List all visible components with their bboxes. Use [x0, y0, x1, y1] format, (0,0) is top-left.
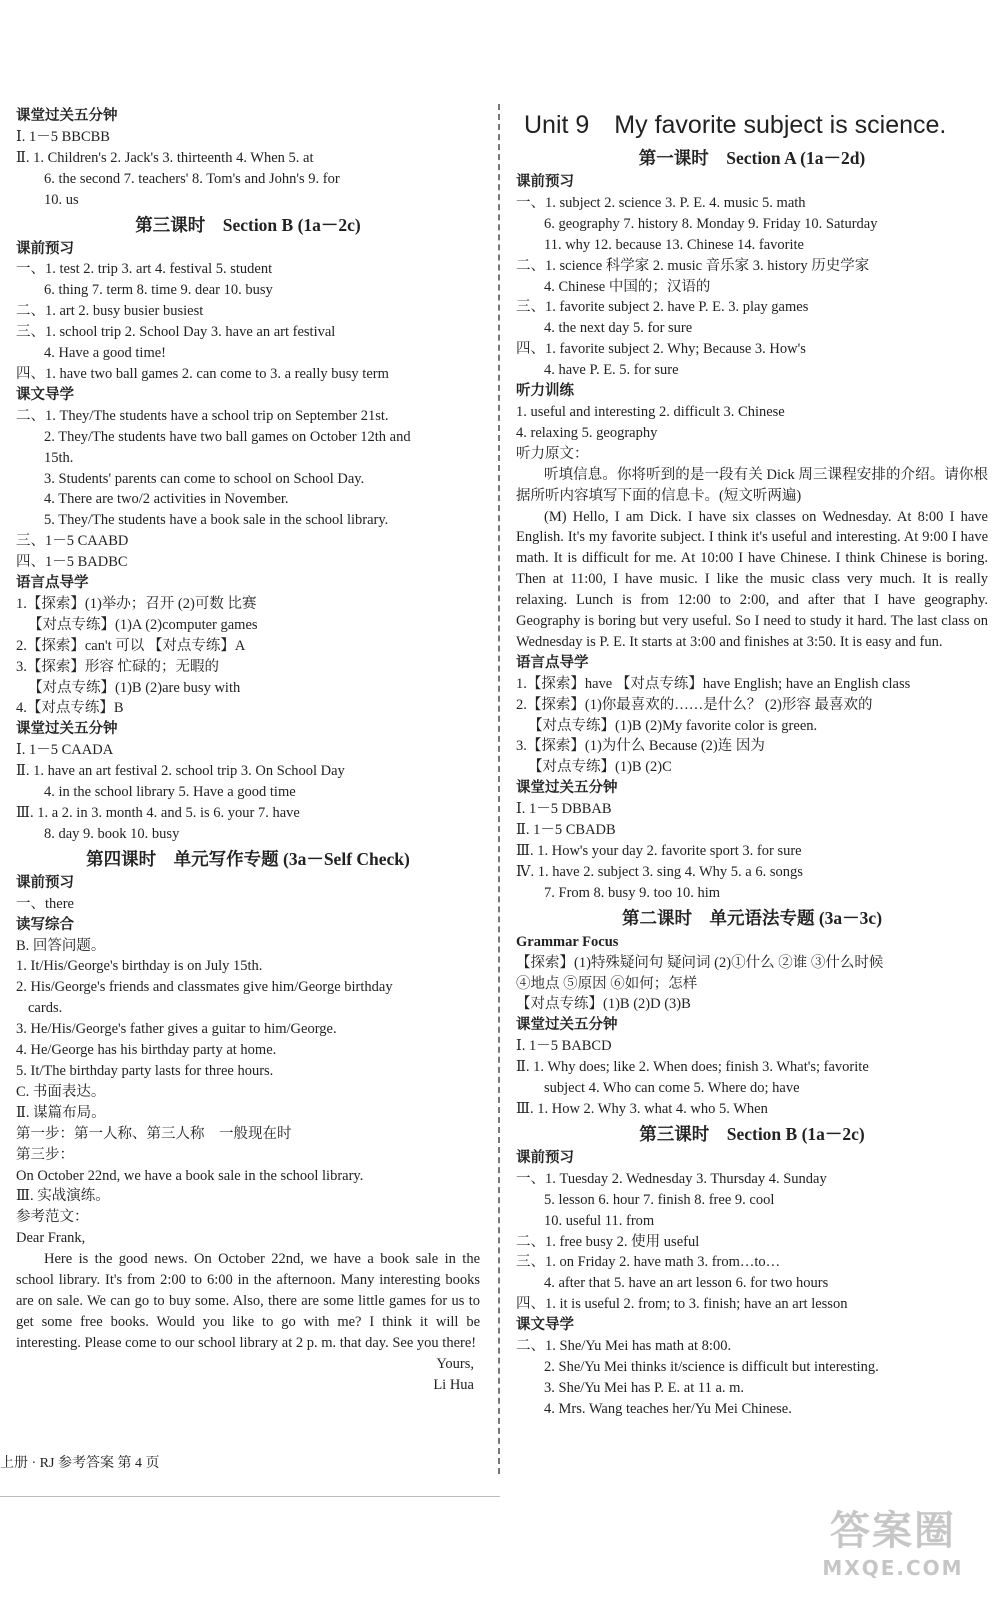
answer-line: Ⅱ. 1－5 CBADB [516, 822, 616, 839]
answer-line: 4. have P. E. 5. for sure [544, 362, 679, 379]
answer-line: 2. His/George's friends and classmates give him/George birthday [16, 979, 393, 996]
section-title: 第三课时 Section B (1a－2c) [639, 1123, 865, 1144]
watermark [818, 1506, 968, 1588]
answer-line: 二、1. She/Yu Mei has math at 8:00. [516, 1338, 732, 1355]
answer-line: 15th. [44, 449, 74, 466]
answer-line: 2.【探索】can't 可以 【对点专练】A [16, 637, 246, 654]
answer-line: 二、1. free busy 2. 使用 useful [516, 1233, 700, 1250]
answer-line: 4. Chinese 中国的；汉语的 [544, 278, 711, 295]
answer-line: 2. They/The students have two ball games on October 12th and [44, 428, 411, 445]
subsection-heading: 课前预习 [516, 174, 574, 190]
section-title: 第二课时 单元语法专题 (3a－3c) [621, 907, 883, 928]
answer-line: Dear Frank, [16, 1230, 86, 1247]
answer-line: 第三步： [16, 1146, 74, 1163]
answer-line: 4. He/George has his birthday party at home. [16, 1042, 277, 1059]
answer-line: Li Hua [433, 1376, 474, 1393]
column-divider [498, 104, 500, 1474]
answer-line: 【对点专练】(1)B (2)D (3)B [516, 996, 691, 1013]
answer-line: 5. They/The students have a book sale in the school library. [44, 512, 389, 529]
subsection-heading: 课前预习 [16, 874, 74, 891]
answer-line: 参考范文： [16, 1209, 89, 1226]
answer-line: 5. lesson 6. hour 7. finish 8. free 9. cool [544, 1191, 775, 1208]
answer-line: Ⅲ. 1. How 2. Why 3. what 4. who 5. When [516, 1100, 768, 1117]
answer-line: 第一步：第一人称、第三人称 一般现在时 [16, 1125, 292, 1142]
page-footer: 上册 · RJ 参考答案 第 4 页 [0, 1456, 160, 1471]
answer-line: 四、1. have two ball games 2. can come to 3. a really busy term [16, 365, 389, 382]
answer-line: 二、1. science 科学家 2. music 音乐家 3. history 历史学家 [516, 257, 870, 274]
answer-line: Ⅳ. 1. have 2. subject 3. sing 4. Why 5. a 6. songs [516, 863, 803, 880]
answer-line: 三、1－5 CAABD [16, 533, 129, 550]
answer-line: 【对点专练】(1)B (2)My favorite color is green. [528, 717, 818, 734]
answer-line: 2.【探索】(1)你最喜欢的……是什么？ (2)形容 最喜欢的 [516, 696, 873, 713]
answer-line: 3. He/His/George's father gives a guitar to him/George. [16, 1021, 337, 1038]
answer-line: Ⅱ. 1. Why does; like 2. When does; finish 3. What's; favorite [516, 1059, 869, 1076]
subsection-heading: 语言点导学 [16, 575, 89, 592]
answer-line: 1. useful and interesting 2. difficult 3. Chinese [516, 403, 785, 420]
answer-line: 11. why 12. because 13. Chinese 14. favorite [544, 236, 804, 253]
answer-line: Ⅰ. 1－5 BBCBB [16, 128, 110, 145]
answer-line: 3.【探索】(1)为什么 Because (2)连 因为 [516, 738, 765, 755]
answer-line: Ⅲ. 实战演练。 [16, 1188, 110, 1205]
answer-line: 1.【探索】have 【对点专练】have English; have an English class [516, 675, 911, 692]
answer-line: 四、1. favorite subject 2. Why; Because 3. How's [516, 341, 806, 358]
answer-line: 三、1. on Friday 2. have math 3. from…to… [516, 1254, 781, 1271]
answer-line: 2. She/Yu Mei thinks it/science is difficult but interesting. [544, 1358, 879, 1375]
answer-line: Ⅱ. 谋篇布局。 [16, 1104, 106, 1121]
answer-line: Yours, [436, 1355, 474, 1372]
answer-line: C. 书面表达。 [16, 1083, 106, 1100]
unit-title: Unit 9 My favorite subject is science. [524, 111, 947, 139]
answer-line: subject 4. Who can come 5. Where do; have [544, 1080, 800, 1097]
answer-line: 一、there [16, 895, 74, 912]
answer-line: 8. day 9. book 10. busy [44, 825, 180, 842]
answer-line: 【对点专练】(1)B (2)are busy with [28, 679, 241, 696]
answer-line: On October 22nd, we have a book sale in the school library. [16, 1167, 364, 1184]
subsection-heading: 课堂过关五分钟 [16, 721, 118, 738]
answer-line: 4. Mrs. Wang teaches her/Yu Mei Chinese. [544, 1400, 792, 1417]
subsection-heading: 课文导学 [516, 1317, 574, 1334]
answer-line: 一、1. subject 2. science 3. P. E. 4. music 5. math [516, 194, 806, 211]
answer-line: 4.【对点专练】B [16, 700, 124, 717]
paragraph: 听填信息。你将听到的是一段有关 Dick 周三课程安排的介绍。请你根据所听内容填写下面的信息卡。(短文听两遍) [516, 466, 988, 504]
subsection-heading: 课堂过关五分钟 [516, 1017, 618, 1034]
answer-line: 4. the next day 5. for sure [544, 320, 693, 337]
answer-line: 1.【探索】(1)举办；召开 (2)可数 比赛 [16, 595, 257, 612]
answer-line: 听力原文： [516, 445, 589, 462]
answer-line: 1. It/His/George's birthday is on July 15th. [16, 958, 263, 975]
answer-line: 5. It/The birthday party lasts for three hours. [16, 1062, 274, 1079]
answer-line: 【对点专练】(1)B (2)C [528, 759, 672, 776]
answer-line: 3. She/Yu Mei has P. E. at 11 a. m. [544, 1379, 745, 1396]
subsection-heading: 课前预习 [516, 1149, 574, 1166]
answer-line: 三、1. school trip 2. School Day 3. have an art festival [16, 324, 336, 341]
answer-line: 4. There are two/2 activities in November. [44, 491, 289, 508]
answer-line: 四、1－5 BADBC [16, 554, 128, 571]
subsection-heading: 课文导学 [16, 386, 74, 403]
answer-line: 三、1. favorite subject 2. have P. E. 3. play games [516, 299, 809, 316]
section-title: 第四课时 单元写作专题 (3a－Self Check) [86, 848, 410, 869]
answer-line: 4. Have a good time! [44, 345, 167, 362]
answer-line: Ⅲ. 1. How's your day 2. favorite sport 3. for sure [516, 843, 802, 859]
answer-line: 7. From 8. busy 9. too 10. him [544, 884, 721, 901]
subsection-heading: 课堂过关五分钟 [516, 780, 618, 797]
subsection-heading: 读写综合 [16, 916, 74, 933]
answer-line: 4. in the school library 5. Have a good time [44, 784, 296, 801]
answer-line: Ⅲ. 1. a 2. in 3. month 4. and 5. is 6. your 7. have [16, 805, 300, 821]
answer-line: 6. the second 7. teachers' 8. Tom's and John's 9. for [44, 170, 340, 187]
answer-line: 一、1. test 2. trip 3. art 4. festival 5. student [16, 261, 273, 278]
answer-line: 6. geography 7. history 8. Monday 9. Friday 10. Saturday [544, 215, 878, 232]
footer-rule [0, 1496, 500, 1497]
subsection-heading: 课前预习 [16, 240, 74, 257]
answer-line: 【探索】(1)特殊疑问句 疑问词 (2)①什么 ②谁 ③什么时候 [516, 954, 884, 971]
answer-line: 二、1. They/The students have a school trip on September 21st. [16, 407, 389, 424]
paragraph: Here is the good news. On October 22nd, we have a book sale in the school library. It's from 2:00 to 6:00 in the afternoon. Many interesting books are on sale. We can go to buy some. Also, there are some little games for us to get some free books. Would you like to go with me? I think it will be interesting. Please come to our school library at 2 p. m. that day. See you there! [16, 1251, 480, 1351]
subsection-heading: 课堂过关五分钟 [16, 108, 118, 124]
answer-line: B. 回答问题。 [16, 937, 106, 954]
answer-line: cards. [28, 1000, 63, 1017]
answer-line: Ⅰ. 1－5 CAADA [16, 742, 114, 759]
answer-line: Ⅱ. 1. Children's 2. Jack's 3. thirteenth 4. When 5. at [16, 149, 314, 166]
right-column [516, 106, 988, 1420]
subsection-heading: Grammar Focus [516, 933, 619, 950]
answer-line: Ⅰ. 1－5 BABCD [516, 1038, 612, 1055]
answer-line: 4. relaxing 5. geography [516, 424, 658, 441]
answer-line: 4. after that 5. have an art lesson 6. for two hours [544, 1275, 829, 1292]
answer-line: 【对点专练】(1)A (2)computer games [28, 616, 258, 633]
section-title: 第三课时 Section B (1a－2c) [135, 214, 361, 235]
answer-line: 一、1. Tuesday 2. Wednesday 3. Thursday 4. Sunday [516, 1170, 827, 1187]
answer-line: 10. useful 11. from [544, 1212, 655, 1229]
answer-line: 二、1. art 2. busy busier busiest [16, 303, 204, 320]
left-column [16, 106, 480, 1395]
answer-line: Ⅱ. 1. have an art festival 2. school trip 3. On School Day [16, 763, 345, 780]
answer-line: 四、1. it is useful 2. from; to 3. finish; have an art lesson [516, 1296, 848, 1313]
subsection-heading: 听力训练 [516, 383, 574, 400]
answer-line: ④地点 ⑤原因 ⑥如何；怎样 [516, 975, 698, 992]
section-title: 第一课时 Section A (1a－2d) [638, 148, 866, 168]
watermark-logo: 答案圈 [830, 1508, 956, 1554]
answer-line: Ⅰ. 1－5 DBBAB [516, 801, 612, 818]
answer-line: 6. thing 7. term 8. time 9. dear 10. busy [44, 282, 273, 299]
answer-line: 3.【探索】形容 忙碌的；无暇的 [16, 658, 219, 675]
paragraph: (M) Hello, I am Dick. I have six classes on Wednesday. At 8:00 I have English. It's my favorite subject. I think it's useful and interesting. At 9:00 I have math. It is difficult for me. At 10:00 I have Chinese. I think Chinese is boring. Then at 11:00, I have music. I like the music class very much. It is really relaxing. Lunch is from 12:00 to 2:00, and after that I have geography. Geography is boring but very useful. So I need to study it hard. The last class on Wednesday is P. E. It starts at 3:00 and finishes at 3:50. It is easy and fun. [516, 508, 988, 650]
answer-line: 3. Students' parents can come to school on School Day. [44, 470, 365, 487]
subsection-heading: 语言点导学 [516, 654, 589, 671]
answer-line: 10. us [44, 191, 79, 208]
watermark-url: MXQE.COM [822, 1556, 964, 1580]
